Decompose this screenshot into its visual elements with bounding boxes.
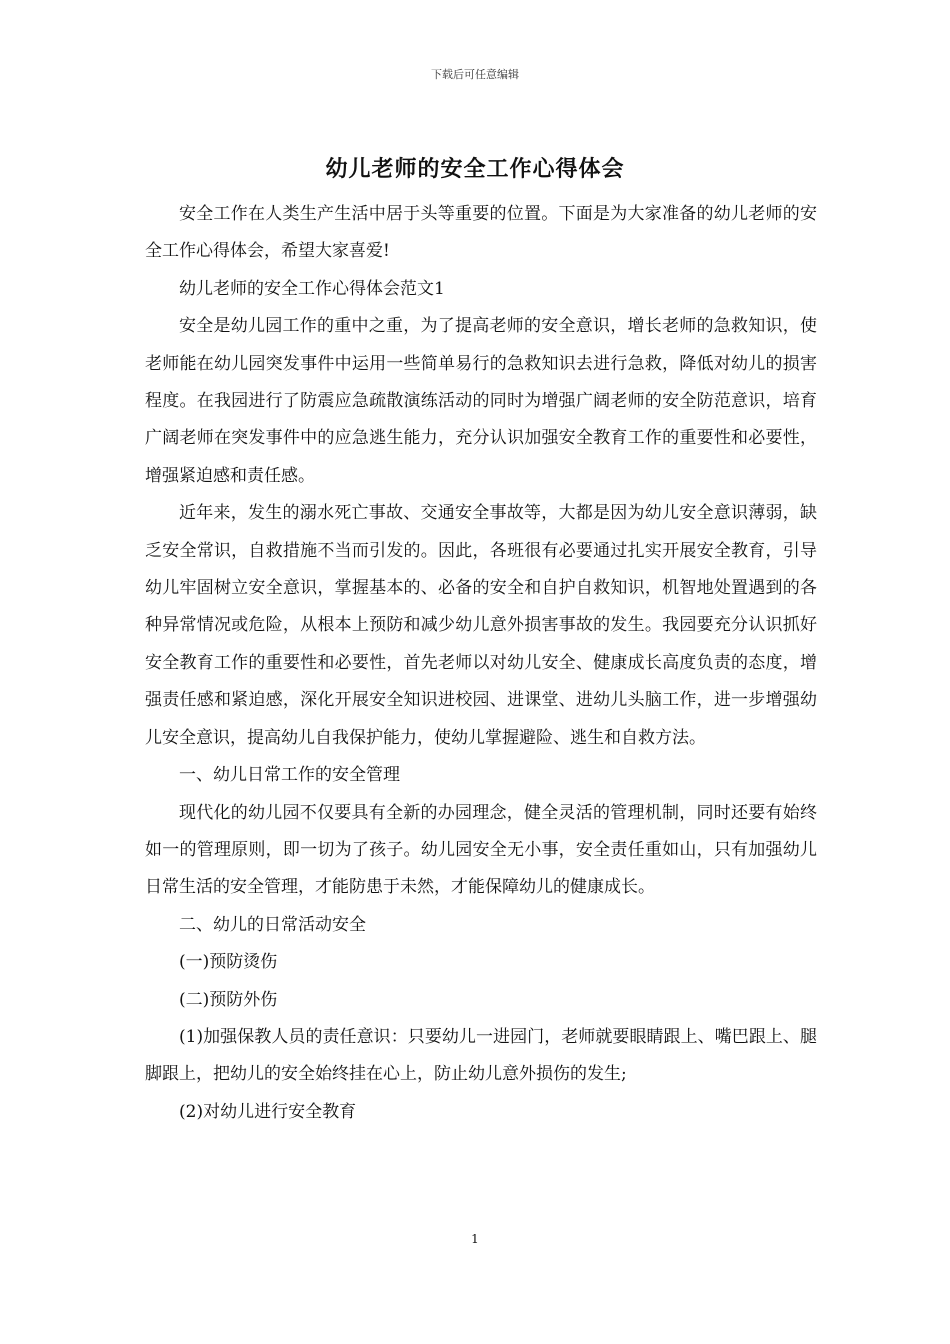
paragraph-intro: 安全工作在人类生产生活中居于头等重要的位置。下面是为大家准备的幼儿老师的安全工作心得体会，希望大家喜爱! [145, 204, 817, 262]
page-number: 1 [471, 1232, 479, 1246]
paragraph-subheading-injuries: (二)预防外伤 [179, 989, 278, 1010]
document-body [145, 196, 817, 1131]
paragraph-modern-kindergarten: 现代化的幼儿园不仅要具有全新的办园理念，健全灵活的管理机制，同时还要有始终如一的管理原则，即一切为了孩子。幼儿园安全无小事，安全责任重如山，只有加强幼儿日常生活的安全管理，才能防患于未然，才能保障幼儿的健康成长。 [145, 802, 817, 898]
document-title: 幼儿老师的安全工作心得体会 [325, 156, 625, 182]
paragraph-section-heading-sample-1: 幼儿老师的安全工作心得体会范文1 [179, 278, 445, 299]
header-note: 下载后可任意编辑 [431, 68, 519, 81]
paragraph-heading-daily-activity: 二、幼儿的日常活动安全 [179, 914, 366, 935]
paragraph-recent-accidents: 近年来，发生的溺水死亡事故、交通安全事故等，大都是因为幼儿安全意识薄弱，缺乏安全常识，自救措施不当而引发的。因此，各班很有必要通过扎实开展安全教育，引导幼儿牢固树立安全意识，掌握基本的、必备的安全和自护自救知识，机智地处置遇到的各种异常情况或危险，从根本上预防和减少幼儿意外损害事故的发生。我园要充分认识抓好安全教育工作的重要性和必要性，首先老师以对幼儿安全、健康成长高度负责的态度，增强责任感和紧迫感，深化开展安全知识进校园、进课堂、进幼儿头脑工作，进一步增强幼儿安全意识，提高幼儿自我保护能力，使幼儿掌握避险、逃生和自救方法。 [145, 503, 817, 748]
paragraph-safety-priority: 安全是幼儿园工作的重中之重，为了提高老师的安全意识，增长老师的急救知识，使老师能在幼儿园突发事件中运用一些简单易行的急救知识去进行急救，降低对幼儿的损害程度。在我园进行了防震应急疏散演练活动的同时为增强广阔老师的安全防范意识，培育广阔老师在突发事件中的应急逃生能力，充分认识加强安全教育工作的重要性和必要性，增强紧迫感和责任感。 [145, 316, 817, 486]
paragraph-subheading-burns: (一)预防烫伤 [179, 952, 278, 973]
paragraph-heading-daily-management: 一、幼儿日常工作的安全管理 [179, 765, 400, 786]
paragraph-item-responsibility: (1)加强保教人员的责任意识：只要幼儿一进园门，老师就要眼睛跟上、嘴巴跟上、腿脚跟上，把幼儿的安全始终挂在心上，防止幼儿意外损伤的发生; [145, 1026, 817, 1085]
paragraph-item-safety-education: (2)对幼儿进行安全教育 [179, 1101, 357, 1122]
